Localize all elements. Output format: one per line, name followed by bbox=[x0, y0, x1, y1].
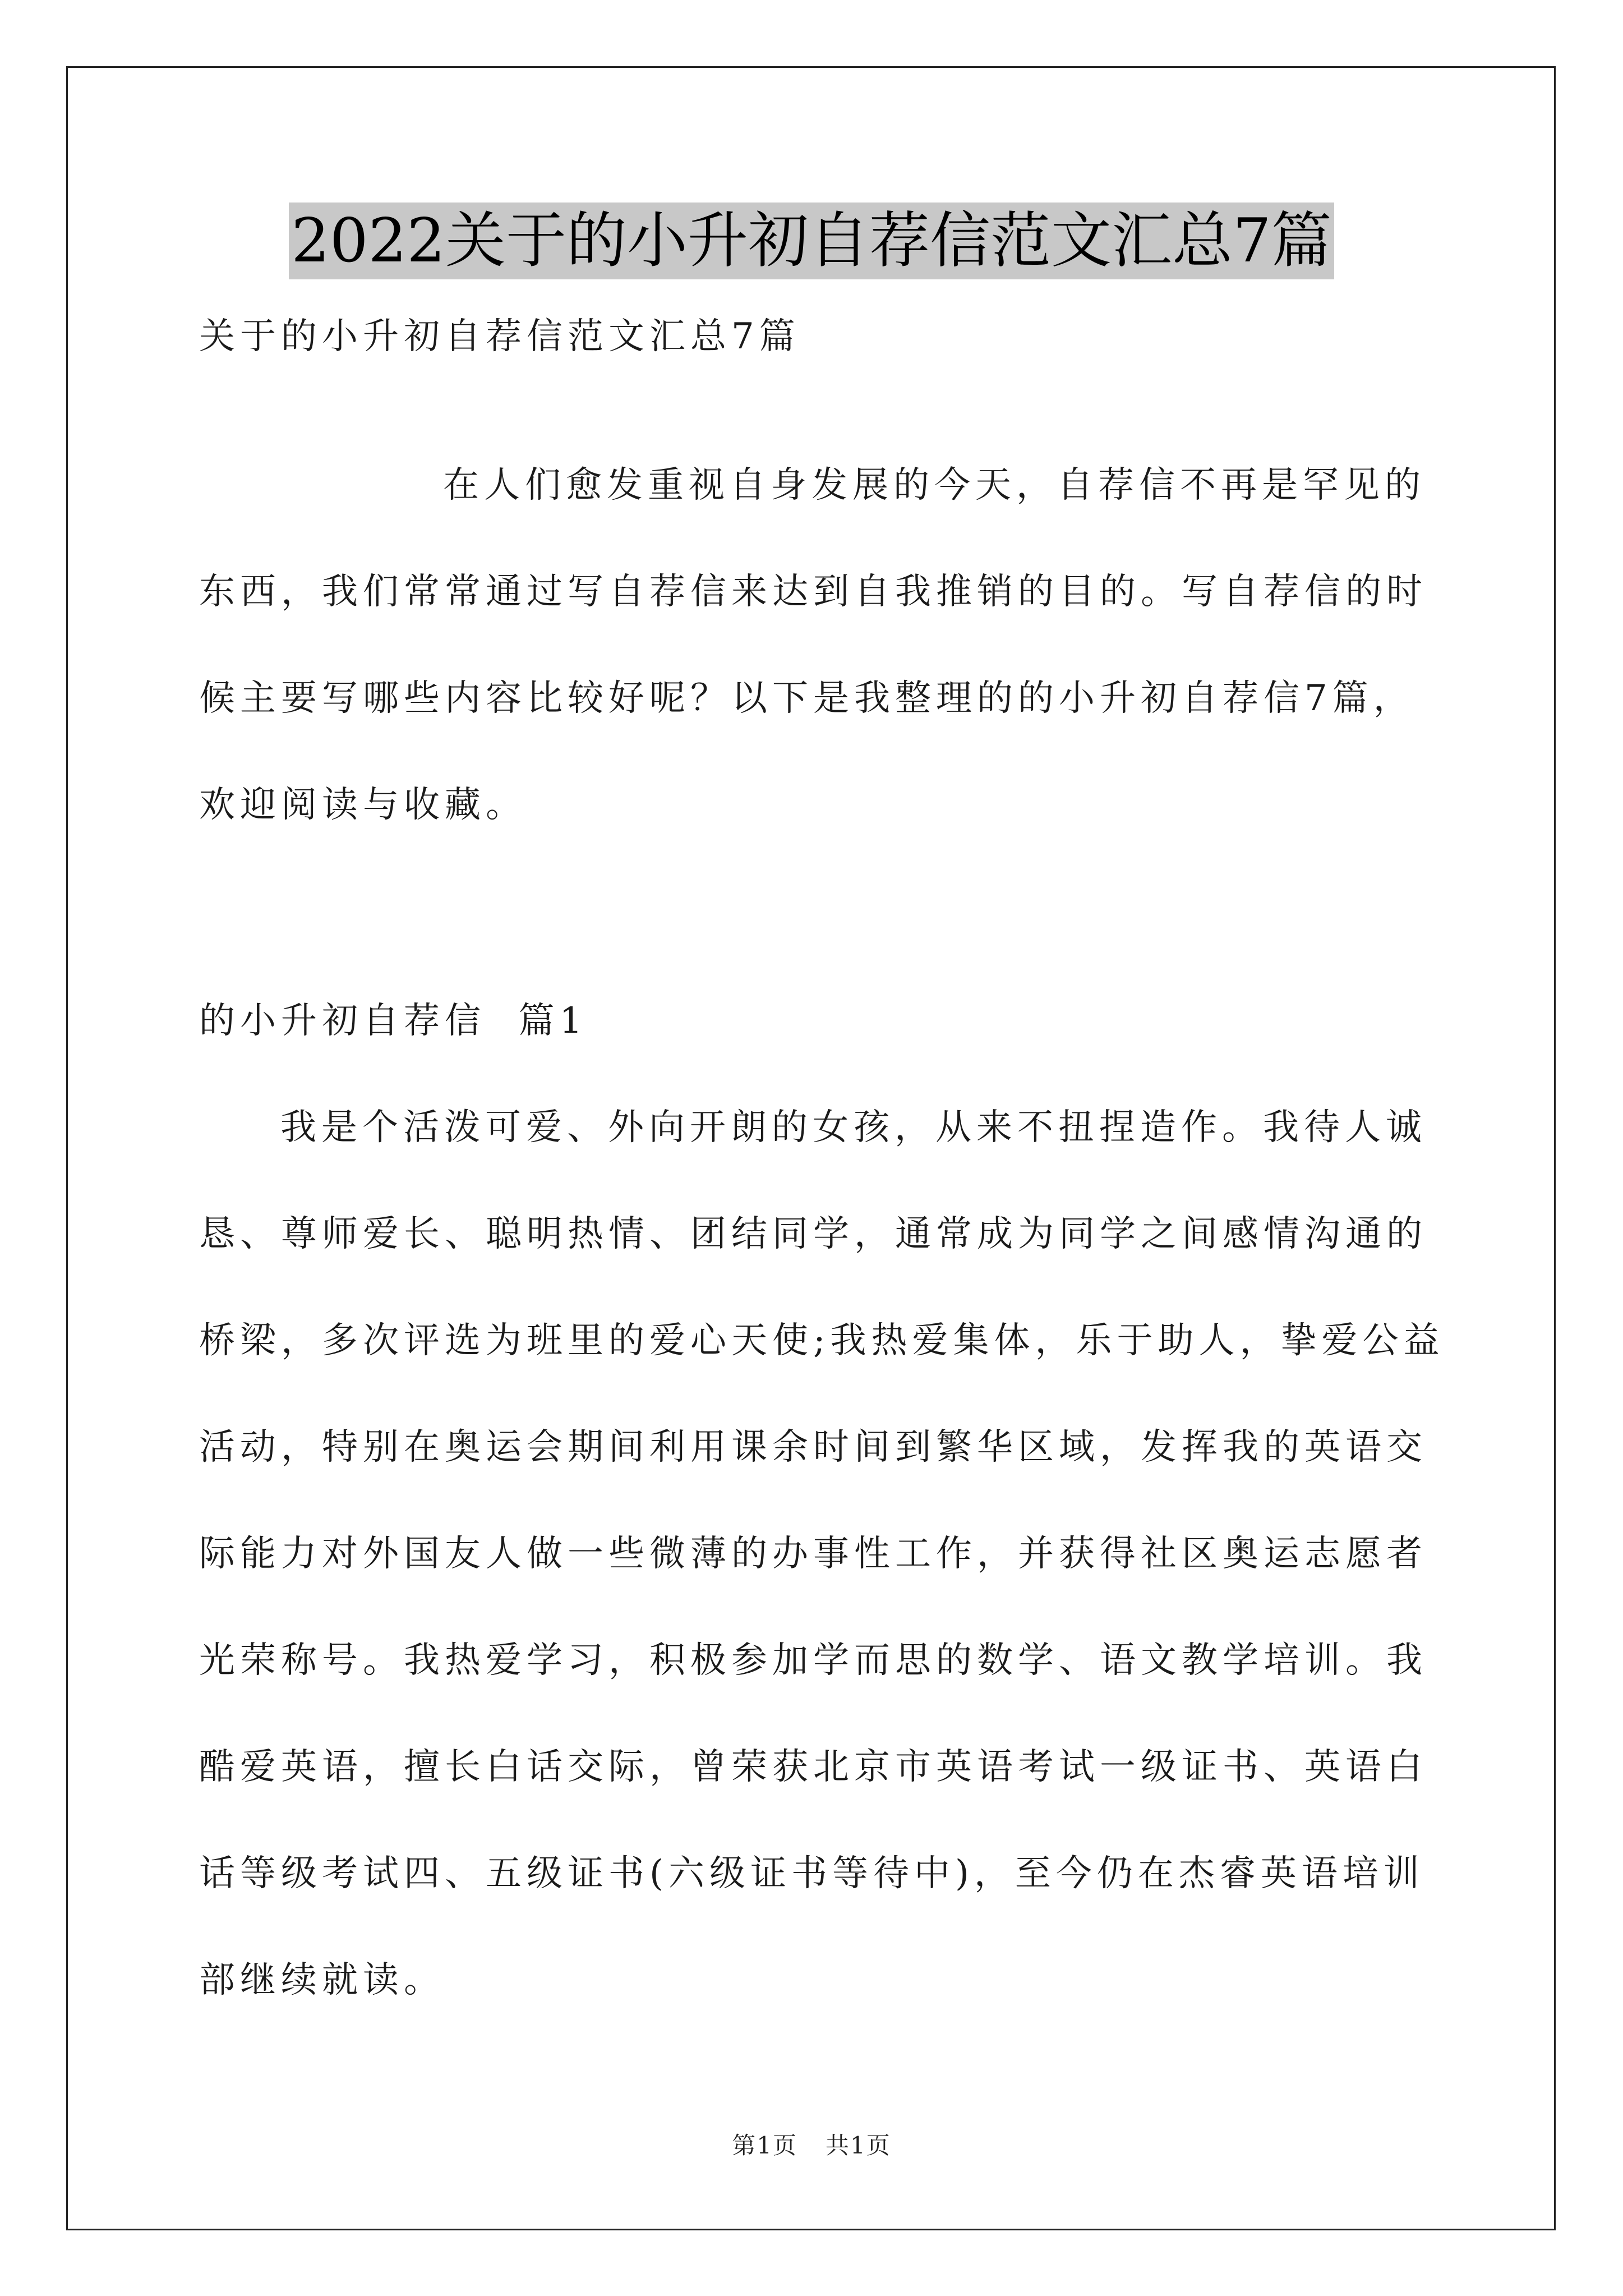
page-number: 第1页 bbox=[732, 2132, 797, 2159]
body-line-7: 酷爱英语，擅长白话交际，曾荣获北京市英语考试一级证书、英语白 bbox=[199, 1746, 1427, 1788]
page-footer bbox=[0, 2129, 1623, 2162]
body-line-6: 光荣称号。我热爱学习，积极参加学而思的数学、语文教学培训。我 bbox=[199, 1640, 1427, 1681]
intro-line-4: 欢迎阅读与收藏。 bbox=[199, 784, 527, 826]
page-total: 共1页 bbox=[826, 2132, 891, 2159]
body-line-1: 我是个活泼可爱、外向开朗的女孩，从来不扭捏造作。我待人诚 bbox=[280, 1107, 1427, 1148]
body-line-5: 际能力对外国友人做一些微薄的办事性工作，并获得社区奥运志愿者 bbox=[199, 1533, 1427, 1575]
body-line-3: 桥梁，多次评选为班里的爱心天使;我热爱集体，乐于助人，挚爱公益 bbox=[199, 1320, 1445, 1361]
intro-line-1: 在人们愈发重视自身发展的今天，自荐信不再是罕见的 bbox=[443, 464, 1426, 506]
body-line-9: 部继续就读。 bbox=[199, 1959, 445, 2001]
body-line-4: 活动，特别在奥运会期间利用课余时间到繁华区域，发挥我的英语交 bbox=[199, 1427, 1427, 1468]
intro-line-2: 东西，我们常常通过写自荐信来达到自我推销的目的。写自荐信的时 bbox=[199, 571, 1427, 613]
document-title-text: 2022关于的小升初自荐信范文汇总7篇 bbox=[289, 203, 1334, 279]
body-line-2: 恳、尊师爱长、聪明热情、团结同学，通常成为同学之间感情沟通的 bbox=[199, 1213, 1427, 1255]
body-line-8: 话等级考试四、五级证书(六级证书等待中)，至今仍在杰睿英语培训 bbox=[199, 1853, 1424, 1894]
section-heading: 的小升初自荐信 篇1 bbox=[199, 1000, 588, 1042]
document-title bbox=[0, 199, 1623, 283]
document-subtitle: 关于的小升初自荐信范文汇总7篇 bbox=[199, 316, 800, 357]
intro-line-3: 候主要写哪些内容比较好呢？以下是我整理的的小升初自荐信7篇， bbox=[199, 678, 1414, 719]
